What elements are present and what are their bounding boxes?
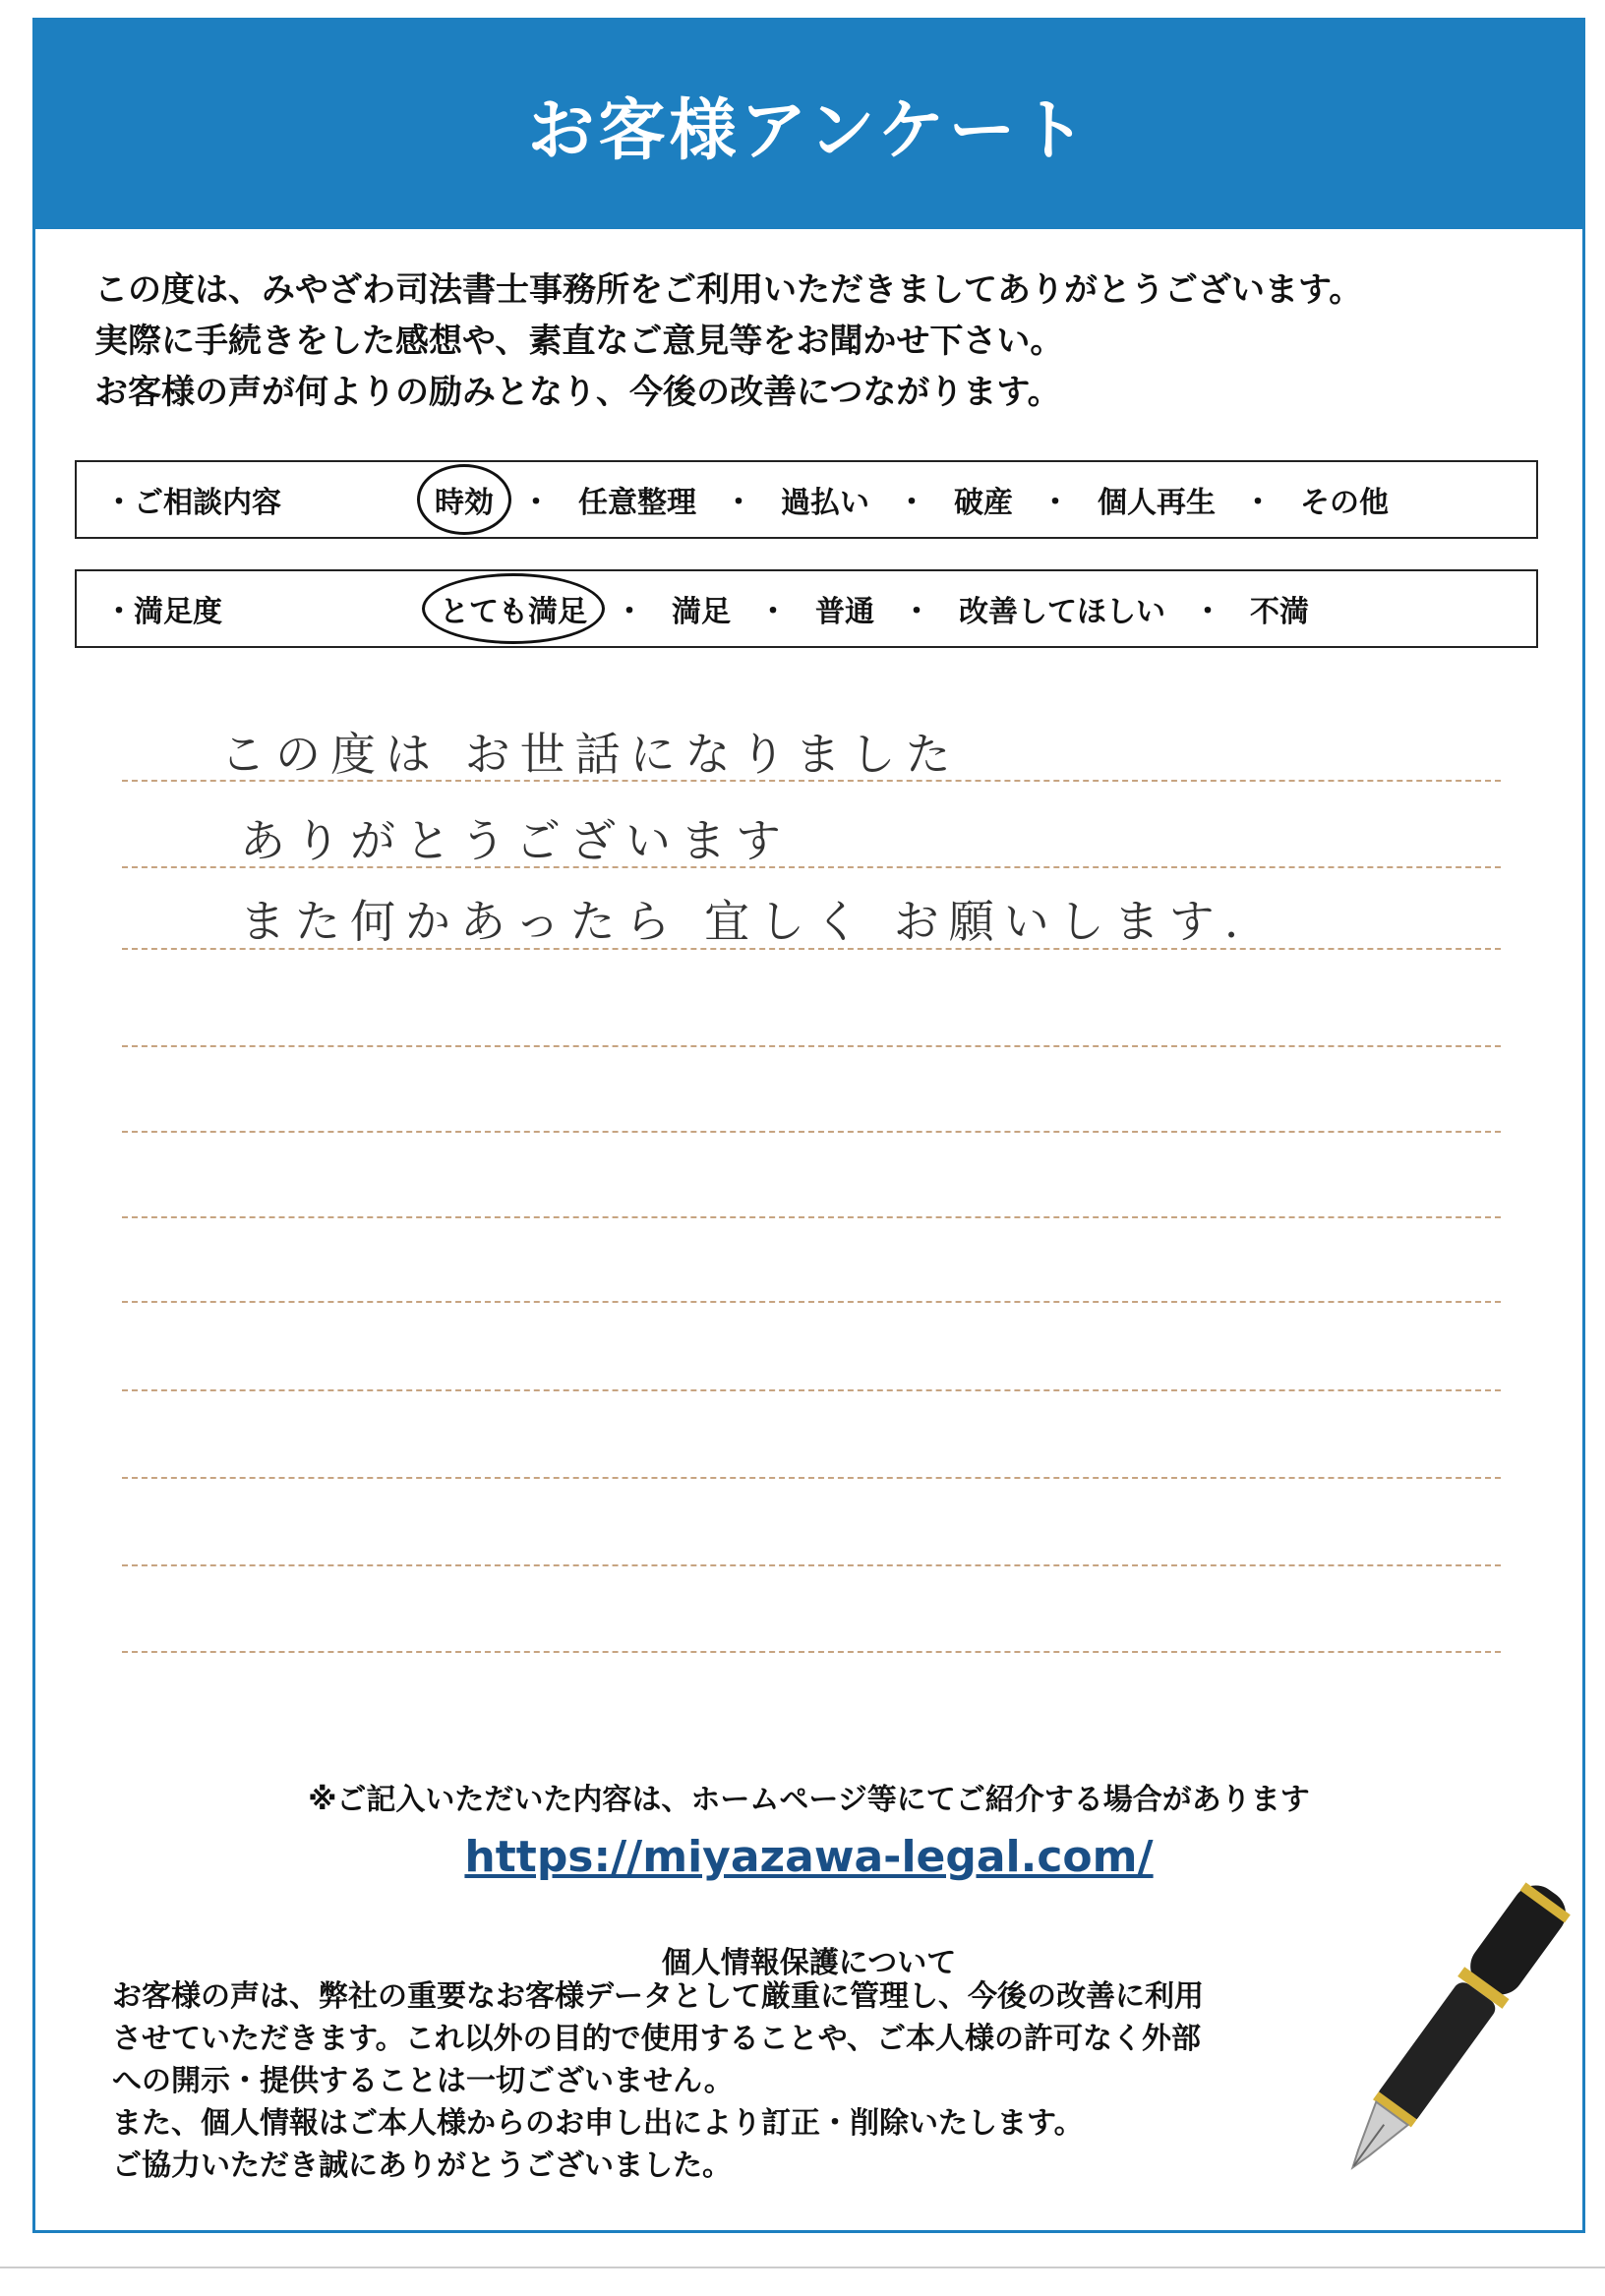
satisfaction-options: [426, 571, 1323, 646]
satisfaction-field: [75, 569, 1538, 648]
handwritten-comment-line: また何かあったら 宜しく お願いします.: [240, 895, 1249, 948]
publication-notice: ※ご記入いただいた内容は、ホームページ等にてご紹介する場合があります: [308, 1783, 1310, 1817]
ruled-line: [122, 1389, 1501, 1391]
option-separator: ・: [758, 595, 788, 629]
ruled-line: [122, 1301, 1501, 1303]
option-separator: ・: [1193, 595, 1222, 629]
option-separator: ・: [521, 486, 551, 520]
consultation-field: [75, 460, 1538, 539]
consultation-option[interactable]: 過払い: [781, 486, 869, 520]
option-separator: ・: [1040, 486, 1070, 520]
privacy-text: [112, 1975, 1391, 2187]
consultation-option[interactable]: 時効: [421, 478, 507, 521]
privacy-title: 個人情報保護について: [661, 1946, 957, 1980]
header-banner: [35, 21, 1582, 229]
ruled-line: [122, 1216, 1501, 1218]
satisfaction-option[interactable]: 改善してほしい: [959, 595, 1165, 629]
option-separator: ・: [615, 595, 644, 629]
consultation-label: ・ご相談内容: [104, 486, 281, 520]
intro-line: お客様の声が何よりの励みとなり、今後の改善につながります。: [94, 373, 1061, 412]
privacy-line: お客様の声は、弊社の重要なお客様データとして厳重に管理し、今後の改善に利用: [112, 1979, 1204, 2014]
consultation-options: [421, 462, 1402, 537]
privacy-line: また、個人情報はご本人様からのお申し出により訂正・削除いたします。: [112, 2106, 1084, 2141]
privacy-line: させていただきます。これ以外の目的で使用することや、ご本人様の許可なく外部: [112, 2022, 1201, 2056]
website-link[interactable]: https://miyazawa-legal.com/: [464, 1832, 1154, 1882]
comment-area: [122, 699, 1538, 1682]
option-separator: ・: [1243, 486, 1273, 520]
privacy-line: への開示・提供することは一切ございません。: [112, 2064, 734, 2098]
consultation-option[interactable]: 破産: [954, 486, 1013, 520]
ruled-line: [122, 1564, 1501, 1566]
satisfaction-option[interactable]: 満足: [672, 595, 731, 629]
intro-text: [94, 265, 1550, 418]
privacy-line: ご協力いただき誠にありがとうございました。: [112, 2149, 732, 2183]
ruled-line: [122, 1045, 1501, 1047]
ruled-line: [122, 1477, 1501, 1479]
page-title: お客様アンケート: [527, 91, 1091, 170]
intro-line: この度は、みやざわ司法書士事務所をご利用いただきましてありがとうございます。: [94, 270, 1363, 310]
scan-edge-line: [0, 2267, 1605, 2268]
consultation-option[interactable]: 任意整理: [578, 486, 696, 520]
satisfaction-label: ・満足度: [104, 595, 222, 629]
satisfaction-option[interactable]: 不満: [1250, 595, 1309, 629]
consultation-option[interactable]: その他: [1300, 486, 1389, 520]
handwritten-comment-line: この度は お世話になりました: [220, 728, 961, 781]
ruled-line: [122, 1131, 1501, 1133]
handwritten-comment-line: ありがとうございます: [240, 814, 791, 867]
survey-sheet: [32, 18, 1585, 2233]
satisfaction-option[interactable]: とても満足: [426, 587, 601, 630]
satisfaction-option[interactable]: 普通: [815, 595, 874, 629]
option-separator: ・: [724, 486, 753, 520]
option-separator: ・: [902, 595, 931, 629]
intro-line: 実際に手続きをした感想や、素直なご意見等をお聞かせ下さい。: [94, 322, 1064, 361]
consultation-option[interactable]: 個人再生: [1098, 486, 1216, 520]
fountain-pen-icon: [1314, 1869, 1589, 2194]
ruled-line: [122, 1651, 1501, 1653]
option-separator: ・: [897, 486, 926, 520]
